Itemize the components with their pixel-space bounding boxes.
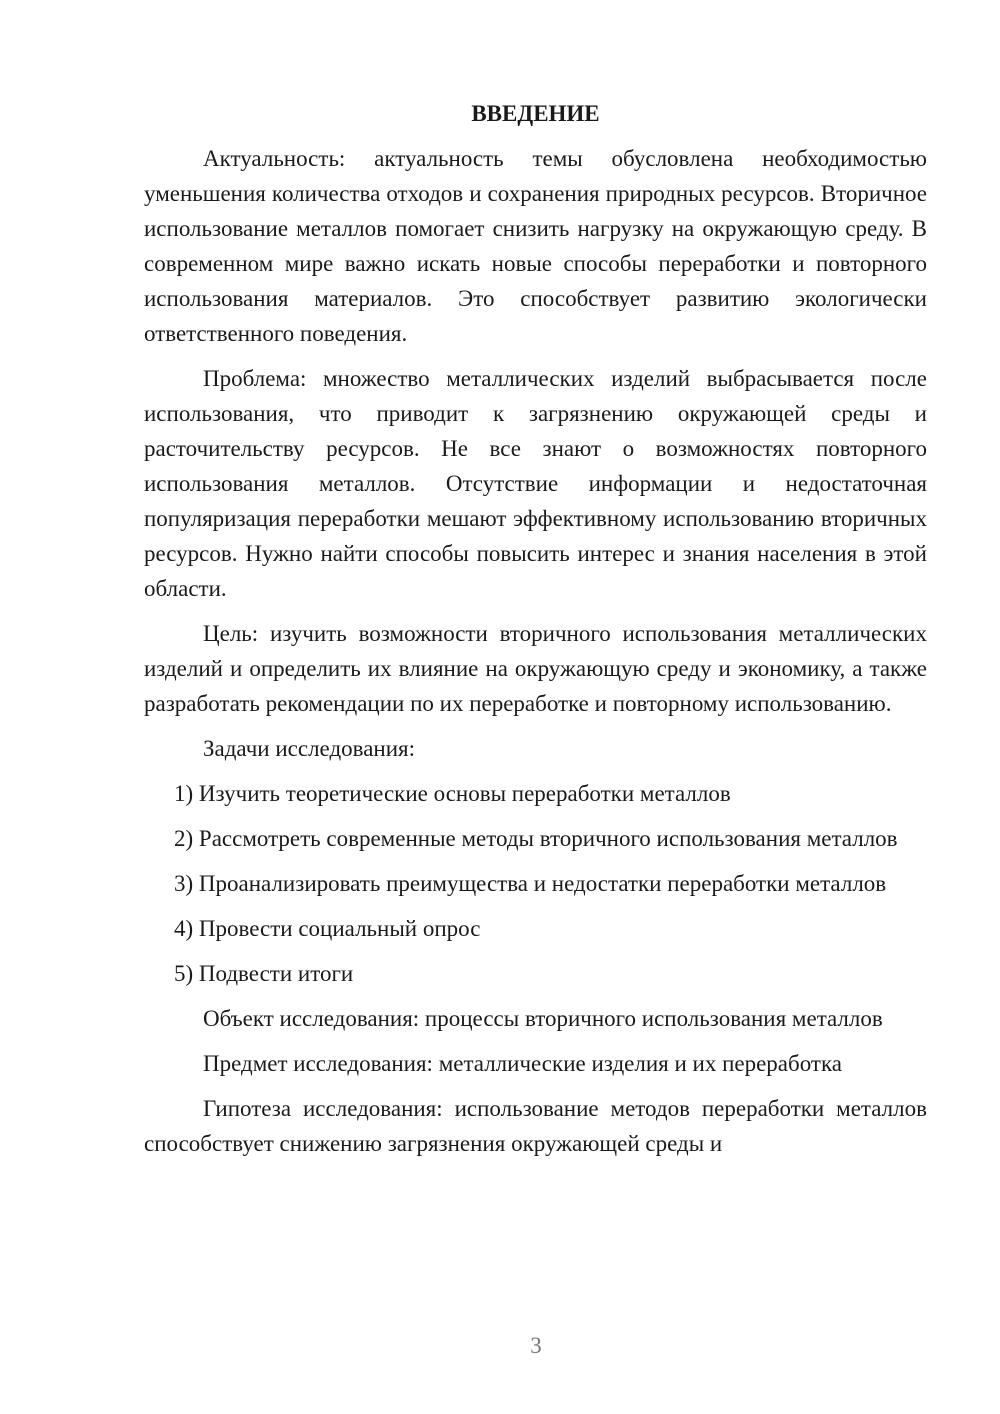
task-item-1: 1) Изучить теоретические основы переработки металлов	[174, 781, 731, 806]
page-number: 3	[530, 1333, 542, 1358]
paragraph-subject: Предмет исследования: металлические изделия и их переработка	[203, 1051, 843, 1076]
task-item-5: 5) Подвести итоги	[174, 961, 354, 986]
section-title: ВВЕДЕНИЕ	[471, 101, 600, 126]
paragraph-hypothesis: Гипотеза исследования: использование методов переработки металлов способствует снижению загрязнения окружающей среды и	[144, 1096, 927, 1156]
task-item-4: 4) Провести социальный опрос	[174, 916, 481, 941]
tasks-heading: Задачи исследования:	[203, 736, 416, 761]
task-item-3: 3) Проанализировать преимущества и недостатки переработки металлов	[174, 871, 887, 896]
paragraph-relevance: Актуальность: актуальность темы обусловлена необходимостью уменьшения количества отходов и сохранения природных ресурсов. Вторичное использование металлов помогает снизить нагрузку на окружающую среду. В современном мире важно искать новые способы переработки и повторного использования материалов. Это способствует развитию экологически ответственного поведения.	[144, 146, 927, 346]
paragraph-object: Объект исследования: процессы вторичного использования металлов	[203, 1006, 883, 1031]
page-content	[144, 96, 927, 1171]
paragraph-goal: Цель: изучить возможности вторичного использования металлических изделий и определить их влияние на окружающую среду и экономику, а также разработать рекомендации по их переработке и повторному использованию.	[144, 621, 927, 716]
paragraph-problem: Проблема: множество металлических изделий выбрасывается после использования, что приводит к загрязнению окружающей среды и расточительству ресурсов. Не все знают о возможностях повторного использования металлов. Отсутствие информации и недостаточная популяризация переработки мешают эффективному использованию вторичных ресурсов. Нужно найти способы повысить интерес и знания населения в этой области.	[144, 366, 927, 601]
task-item-2: 2) Рассмотреть современные методы вторичного использования металлов	[174, 826, 898, 851]
